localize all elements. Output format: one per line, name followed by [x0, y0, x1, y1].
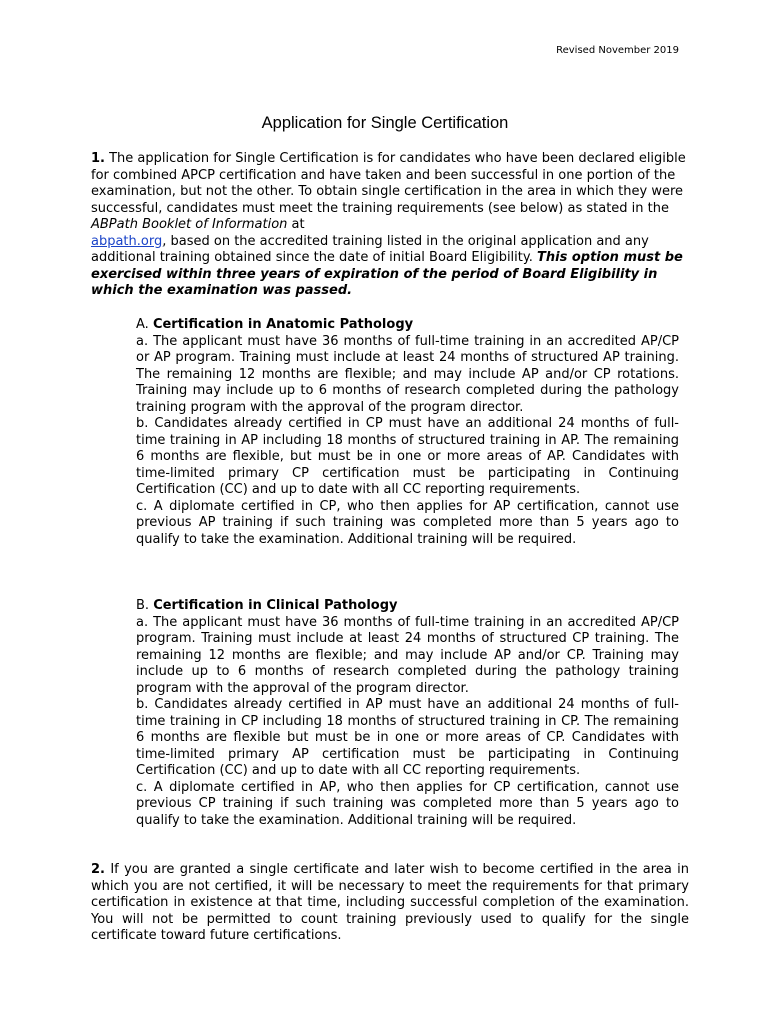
section-a-item-a: a. The applicant must have 36 months of full-time training in an accredited AP/CP or AP program. Training must include at least 24 months of structured AP training. The remaining 12 months are flexible; and may include AP and/or CP rotations. Training may include up to 6 months of research completed during the pathology training program with the approval of the program director.	[136, 333, 679, 415]
abpath-link[interactable]: abpath.org	[91, 233, 163, 249]
item-2-paragraph	[91, 862, 689, 945]
item-1-emphasis: This option must be exercised within three years of expiration of the period of Board Eligibility in which the examination was passed.	[91, 250, 683, 298]
section-a-item-c: c. A diplomate certified in CP, who then applies for AP certification, cannot use previous AP training if such training was completed more than 5 years ago to qualify to take the examination. Additional training will be required.	[136, 498, 679, 547]
section-b-letter: B.	[136, 598, 154, 613]
item-1-paragraph	[91, 151, 689, 300]
section-a-letter: A.	[136, 317, 153, 332]
item-2-text: If you are granted a single certificate and later wish to become certified in the area in which you are not certified, it will be necessary to meet the requirements for that primary certification in existence at that time, including successful completion of the examination. You will not be permitted to count training previously used to qualify for the single certificate toward future certifications.	[91, 862, 689, 943]
section-b-heading	[136, 598, 679, 615]
section-a-heading	[136, 317, 679, 334]
section-a-item-b: b. Candidates already certified in CP must have an additional 24 months of full-time training in AP including 18 months of structured training in AP. The remaining 6 months are flexible, but must be in one or more areas of AP. Candidates with time-limited primary CP certification must be participating in Continuing Certification (CC) and up to date with all CC reporting requirements.	[136, 416, 679, 497]
item-2-number: 2.	[91, 862, 105, 877]
item-1-text: The application for Single Certification is for candidates who have been declared eligible for combined APCP certification and have taken and been successful in one portion of the examination, but not the other. To obtain single certification in the area in which they were successful, candidates must meet the training requirements (see below) as stated in the	[91, 151, 686, 216]
section-anatomic-pathology	[136, 317, 679, 548]
booklet-title: ABPath Booklet of Information	[91, 217, 288, 232]
item-1-number: 1.	[91, 151, 105, 166]
page-title: Application for Single Certification	[261, 114, 509, 132]
section-b-item-c: c. A diplomate certified in AP, who then applies for CP certification, cannot use previous CP training if such training was completed more than 5 years ago to qualify to take the examination. Additional training will be required.	[136, 779, 679, 828]
section-b-title: Certification in Clinical Pathology	[153, 598, 398, 613]
section-a-title: Certification in Anatomic Pathology	[152, 317, 414, 332]
item-1-text-at: at	[287, 217, 305, 232]
section-clinical-pathology	[136, 598, 679, 829]
section-b-item-a: a. The applicant must have 36 months of full-time training in an accredited AP/CP program. Training must include at least 24 months of structured CP training. The remaining 12 months are flexible; and may include AP and/or CP. Training may include up to 6 months of research completed during the pathology training program with the approval of the program director.	[136, 614, 679, 696]
revision-date: Revised November 2019	[556, 45, 679, 56]
section-b-item-b: b. Candidates already certified in AP must have an additional 24 months of full-time training in CP including 18 months of structured training in CP. The remaining 6 months are flexible but must be in one or more areas of CP. Candidates with time-limited primary AP certification must be participating in Continuing Certification (CC) and up to date with all CC reporting requirements.	[136, 697, 679, 778]
item-1-text-cont: , based on the accredited training listed in the original application and any additional training obtained since the date of initial Board Eligibility.	[91, 233, 649, 265]
